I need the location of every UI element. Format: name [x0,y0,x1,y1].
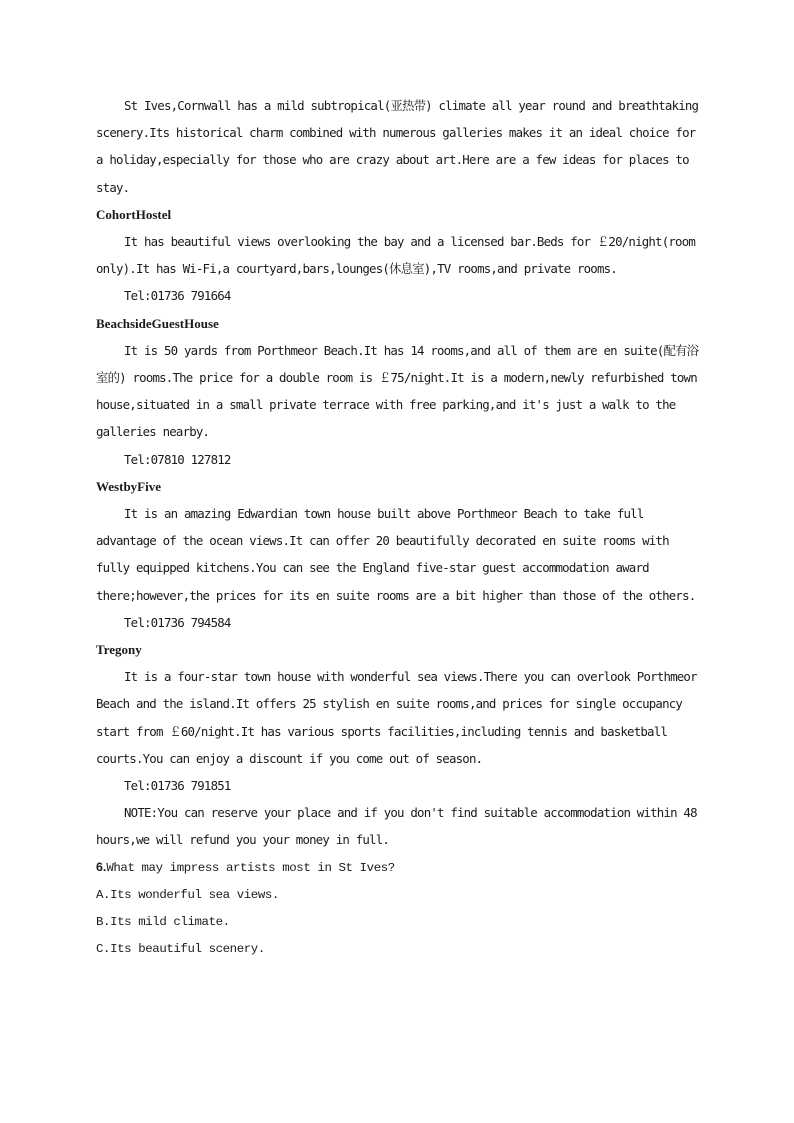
question-text: What may impress artists most in St Ives? [106,860,395,875]
place-heading-tregony: Tregony [96,642,142,658]
place-tel-westby-five: Tel:01736 794584 [124,614,231,630]
question-6 [96,854,700,882]
intro-paragraph: St Ives,Cornwall has a mild subtropical(亚热带) climate all year round and breathtaking scenery.Its historical charm combined with numerous galleries makes it an ideal choice for a holiday,especially for those who are crazy about art.Here are a few ideas for places to stay. [96,98,699,195]
place-description-beachside-guest-house: It is 50 yards from Porthmeor Beach.It has 14 rooms,and all of them are en suite(配有浴室的) rooms.The price for a double room is ￡75/night.It is a modern,newly refurbished town house,situated in a small private terrace with free parking,and it's just a walk to the galleries nearby. [96,342,699,440]
option-a: A.Its wonderful sea views. [96,887,279,902]
note-paragraph: NOTE:You can reserve your place and if you don't find suitable accommodation within 48 hours,we will refund you your money in full. [96,805,697,848]
place-description-cohort-hostel: It has beautiful views overlooking the bay and a licensed bar.Beds for ￡20/night(room only).It has Wi-Fi,a courtyard,bars,lounges(休息室),TV rooms,and private rooms. [96,234,696,277]
option-b: B.Its mild climate. [96,915,230,930]
question-number: 6. [96,859,107,874]
place-heading-westby-five: WestbyFive [96,478,161,494]
document-page [96,92,700,964]
place-tel-beachside-guest-house: Tel:07810 127812 [124,451,231,467]
place-tel-cohort-hostel: Tel:01736 791664 [124,288,231,304]
place-description-westby-five: It is an amazing Edwardian town house built above Porthmeor Beach to take full advantage of the ocean views.It can offer 20 beautifully decorated en suite rooms with fully equipped kitchens.You can see the England five-star guest accommodation award there;however,the prices for its en suite rooms are a bit higher than those of the others. [96,506,696,603]
option-c: C.Its beautiful scenery. [96,942,265,957]
place-tel-tregony: Tel:01736 791851 [124,778,231,794]
place-heading-cohort-hostel: CohortHostel [96,206,172,222]
place-description-tregony: It is a four-star town house with wonderful sea views.There you can overlook Porthmeor Beach and the island.It offers 25 stylish en suite rooms,and prices for single occupancy start from ￡60/night.It has various sports facilities,including tennis and basketball courts.You can enjoy a discount if you come out of season. [96,669,697,766]
place-heading-beachside-guest-house: BeachsideGuestHouse [96,315,219,331]
